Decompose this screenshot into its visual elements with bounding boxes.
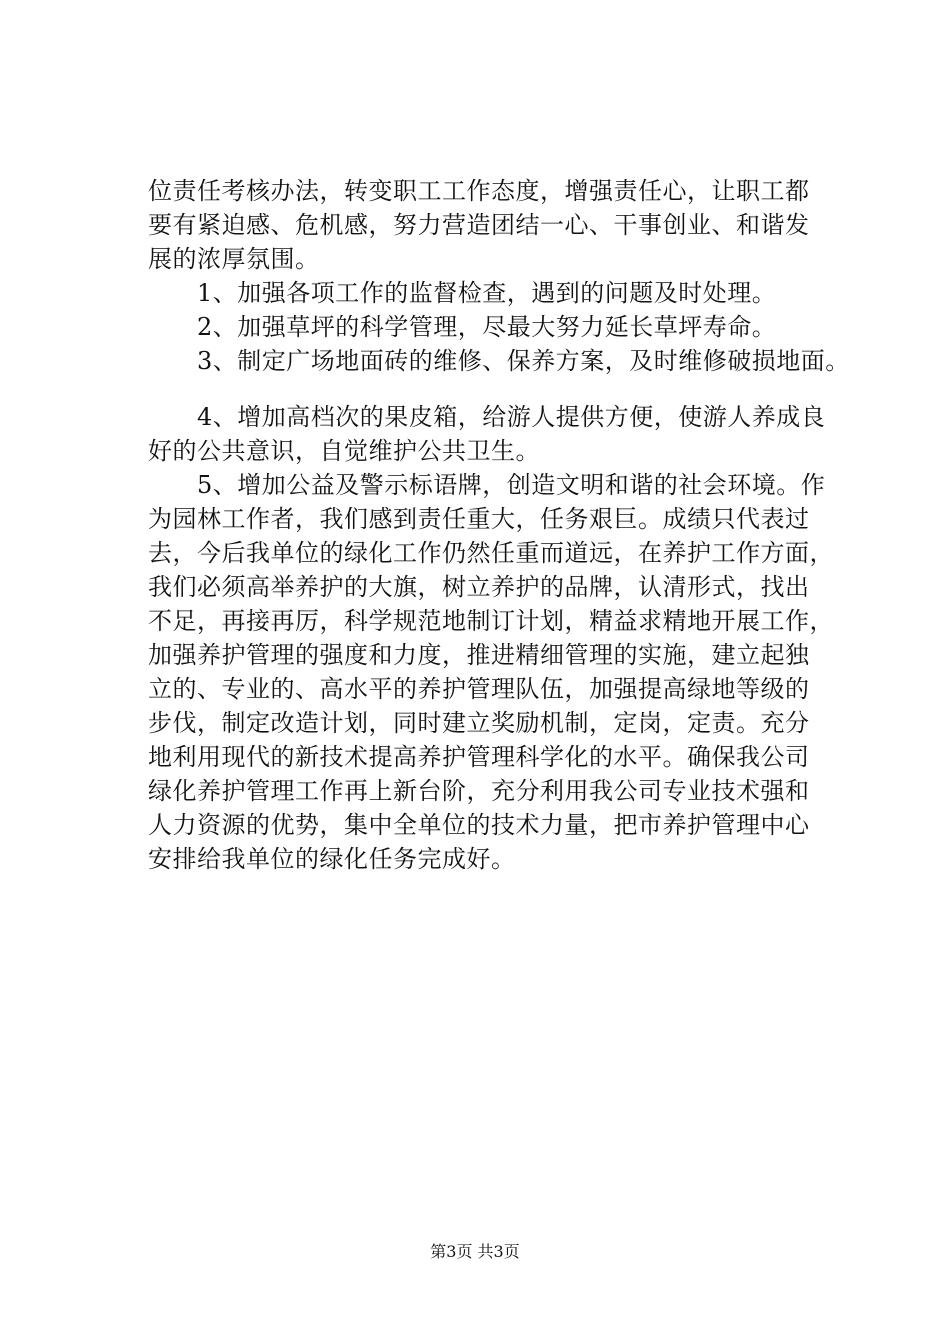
list-item-2: 2、加强草坪的科学管理，尽最大努力延长草坪寿命。 <box>148 313 777 341</box>
text-line: 人力资源的优势，集中全单位的技术力量，把市养护管理中心 <box>148 811 810 839</box>
text-line: 去，今后我单位的绿化工作仍然任重而道远，在养护工作方面， <box>148 539 834 567</box>
list-item-4: 4、增加高档次的果皮箱，给游人提供方便，使游人养成良 <box>148 403 826 431</box>
text-line: 好的公共意识，自觉维护公共卫生。 <box>148 437 540 465</box>
text-line: 位责任考核办法，转变职工工作态度，增强责任心，让职工都 <box>148 177 810 205</box>
text-line: 为园林工作者，我们感到责任重大，任务艰巨。成绩只代表过 <box>148 505 810 533</box>
list-item-1: 1、加强各项工作的监督检查，遇到的问题及时处理。 <box>148 279 777 307</box>
text-line: 不足，再接再厉，科学规范地制订计划，精益求精地开展工作， <box>148 607 834 635</box>
text-line: 地利用现代的新技术提高养护管理科学化的水平。确保我公司 <box>148 743 810 771</box>
text-line: 展的浓厚氛围。 <box>148 245 320 273</box>
text-line: 步伐，制定改造计划，同时建立奖励机制，定岗，定责。充分 <box>148 709 810 737</box>
paragraph-gap <box>148 378 848 400</box>
text-line: 加强养护管理的强度和力度，推进精细管理的实施，建立起独 <box>148 641 810 669</box>
text-line: 要有紧迫感、危机感，努力营造团结一心、干事创业、和谐发 <box>148 211 810 239</box>
document-body <box>148 174 848 876</box>
text-line: 安排给我单位的绿化任务完成好。 <box>148 845 516 873</box>
text-line: 绿化养护管理工作再上新台阶，充分利用我公司专业技术强和 <box>148 777 810 805</box>
text-line: 立的、专业的、高水平的养护管理队伍，加强提高绿地等级的 <box>148 675 810 703</box>
text-line: 我们必须高举养护的大旗，树立养护的品牌，认清形式，找出 <box>148 573 810 601</box>
list-item-3: 3、制定广场地面砖的维修、保养方案，及时维修破损地面。 <box>148 347 850 375</box>
list-item-5: 5、增加公益及警示标语牌，创造文明和谐的社会环境。作 <box>148 471 826 499</box>
page-footer: 第3页 共3页 <box>430 1242 520 1261</box>
